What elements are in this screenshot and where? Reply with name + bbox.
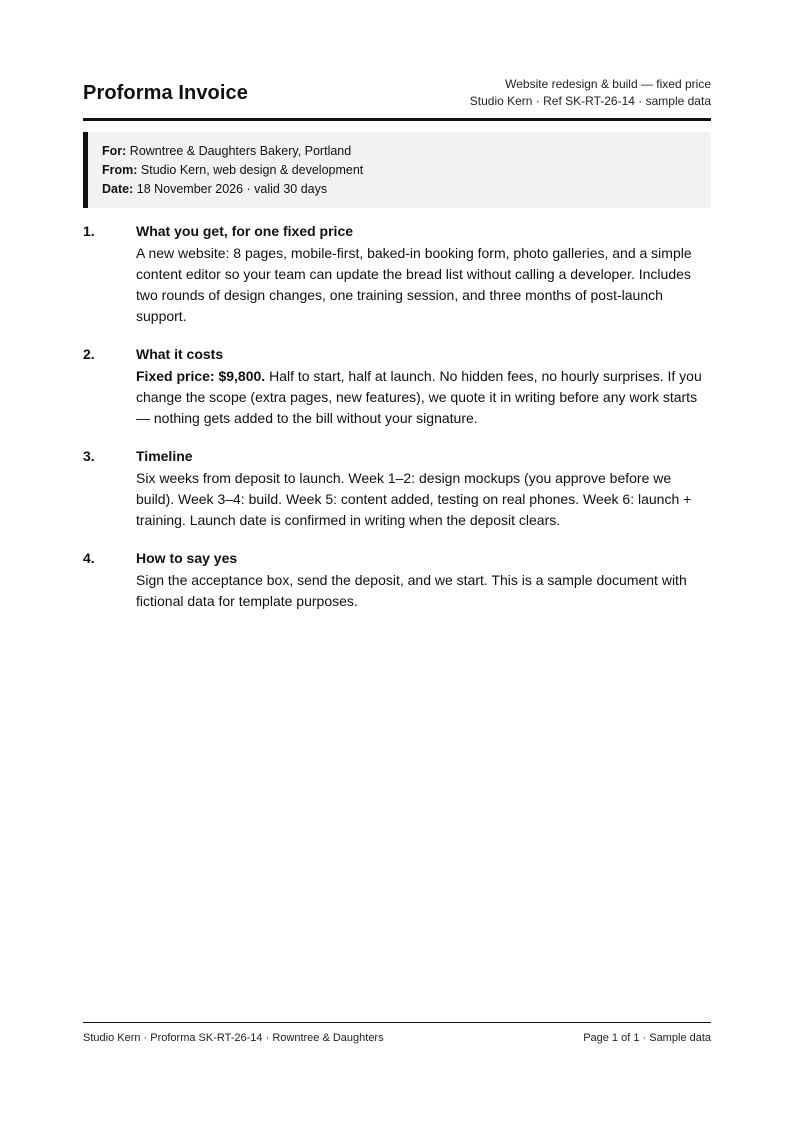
info-from-label: From: [102,163,138,177]
info-for-value: Rowntree & Daughters Bakery, Portland [129,144,352,158]
info-date-value: 18 November 2026 · valid 30 days [136,182,328,196]
section-body: Six weeks from deposit to launch. Week 1–2: design mockups (you approve before we build). Week 3–4: build. Week 5: content added, testing on real phones. Week 6: launch + training. Launch date is confirmed in writing when the deposit clears. [136,470,692,528]
sections-list [83,221,711,629]
section-number: 4. [83,550,95,566]
section-what-you-get [83,221,711,327]
header-meta-line-1: Website redesign & build — fixed price [505,77,711,91]
document-title: Proforma Invoice [83,82,248,104]
header-meta [470,76,711,109]
info-for-row [102,142,711,161]
section-body: Sign the acceptance box, send the deposit, and we start. This is a sample document with fictional data for template purposes. [136,572,687,609]
header-meta-line-2: Studio Kern · Ref SK-RT-26-14 · sample data [469,93,711,108]
section-body-text: Half to start, half at launch. No hidden fees, no hourly surprises. If you change the scope (extra pages, new features), we quote it in writing before any work starts — nothing gets added to the bill without your signature. [136,368,702,426]
section-how-to-say-yes [83,548,711,612]
section-heading: Timeline [136,448,193,464]
footer-page-info: Page 1 of 1 · Sample data [583,1032,711,1044]
fixed-price-text: Fixed price: $9,800. [136,368,266,384]
section-heading: What you get, for one fixed price [136,223,354,239]
section-number: 3. [83,448,95,464]
info-date-row [102,180,711,199]
section-number: 1. [83,223,95,239]
info-from-row [102,161,711,180]
info-for-label: For: [102,144,127,158]
document-footer [83,1022,711,1044]
info-date-label: Date: [102,182,134,196]
info-from-value: Studio Kern, web design & development [140,163,364,177]
party-info-box [83,132,711,208]
section-heading: How to say yes [136,550,238,566]
section-number: 2. [83,346,95,362]
section-heading: What it costs [136,346,224,362]
document-header [83,74,711,121]
footer-left-text: Studio Kern · Proforma SK-RT-26-14 · Rowntree & Daughters [83,1032,384,1044]
document-page [83,0,711,1123]
section-timeline [83,446,711,531]
section-what-it-costs [83,344,711,429]
section-body [136,366,711,429]
section-body: A new website: 8 pages, mobile-first, baked-in booking form, photo galleries, and a simple content editor so your team can update the bread list without calling a developer. Includes two rounds of design changes, one training session, and three months of post-launch support. [136,245,692,324]
